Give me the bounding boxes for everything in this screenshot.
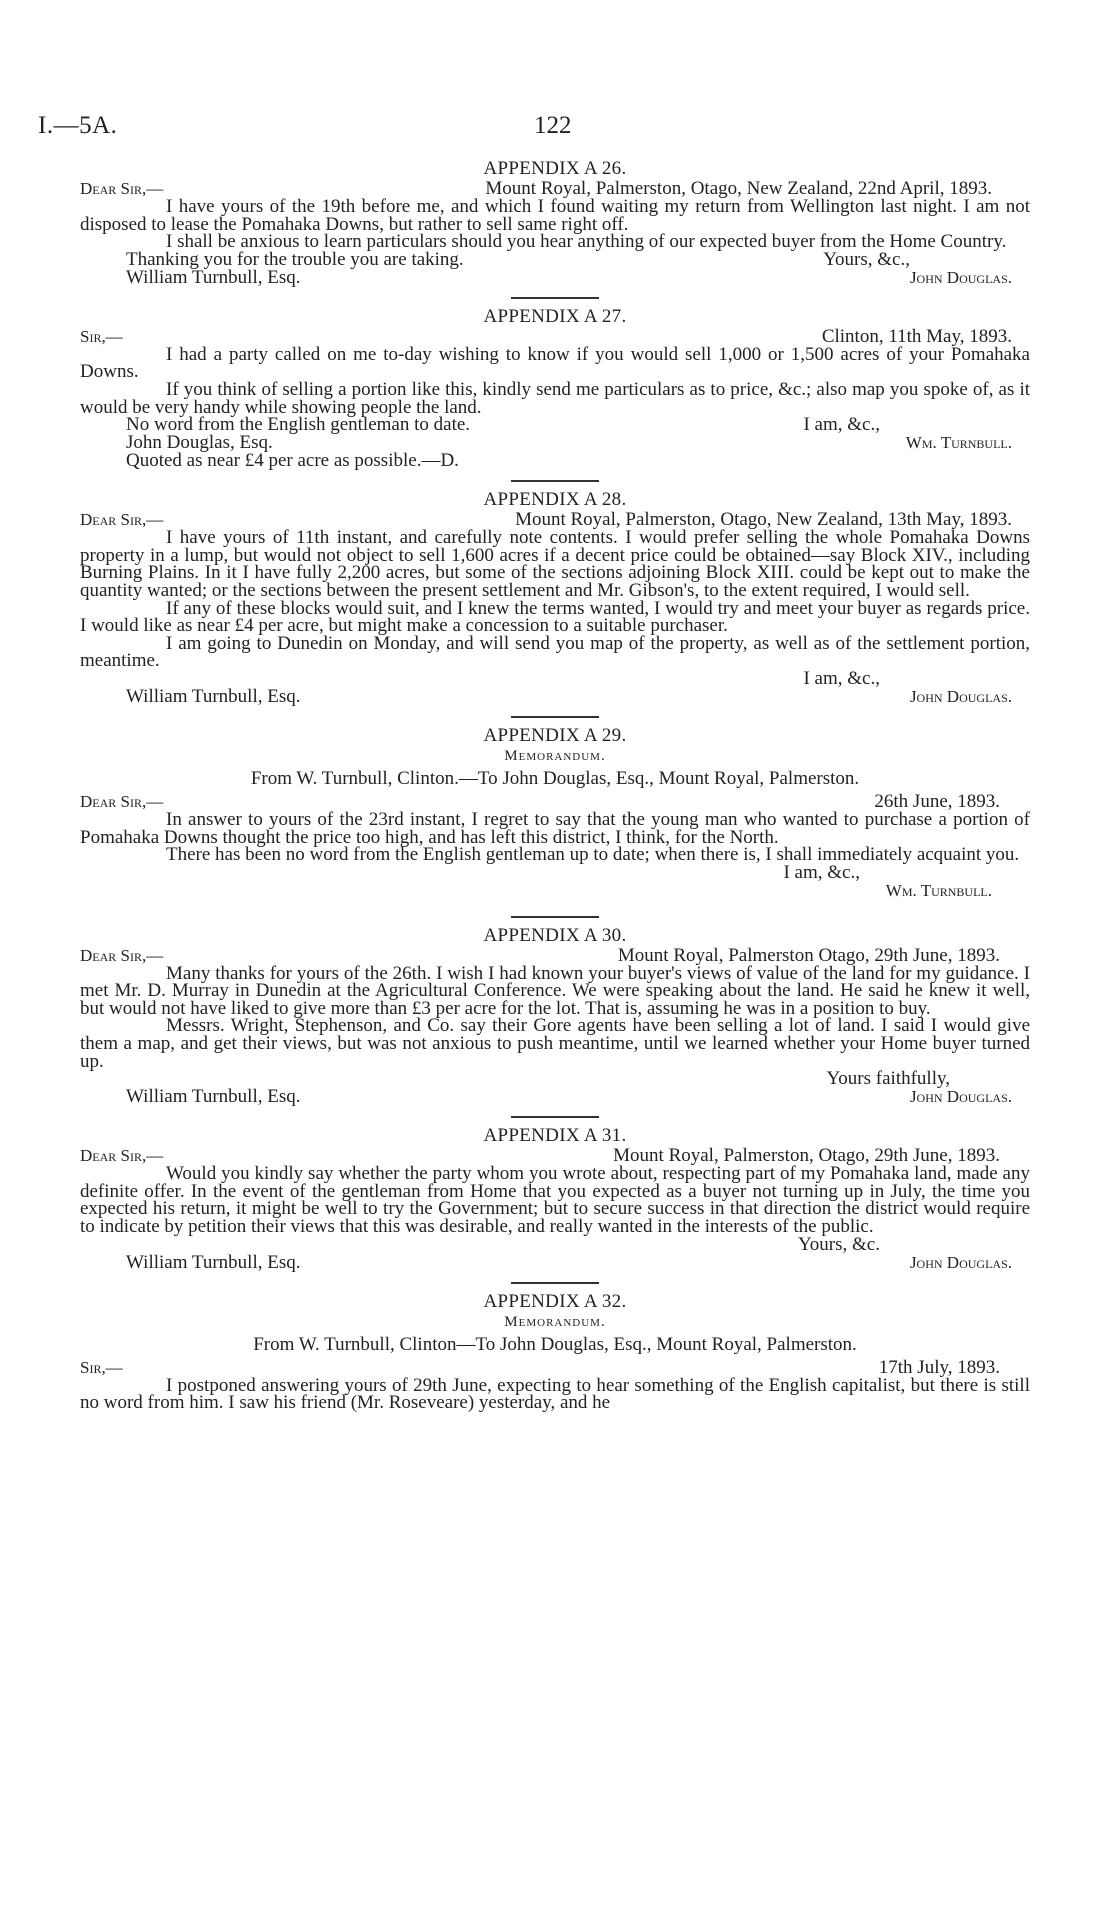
paragraph: I have yours of 11th instant, and carefully note contents. I would prefer selling the whole Pomahaka Downs property in a lump, but would not object to sell 1,600 acres if a decent price could be obtained—say Block XIV., including Burning Plains. In it I have fully 2,200 acres, but some of the sections adjoining Block XIII. could be kept out to make the quantity wanted; or the sections between the present settlement and Mr. Gibson's, to the extent required, I would sell. <box>80 527 1030 601</box>
appendix-title: APPENDIX A 31. <box>483 1125 627 1147</box>
appendix-title: APPENDIX A 28. <box>483 489 627 511</box>
appendix-a28 <box>80 490 1030 706</box>
addressee: William Turnbull, Esq. <box>126 1086 301 1108</box>
place-date: Clinton, 11th May, 1893. <box>821 325 1012 347</box>
appendix-a31 <box>80 1126 1030 1271</box>
salutation: Dear Sir,— <box>80 945 164 965</box>
signature: John Douglas. <box>909 267 1012 287</box>
closing-text: No word from the English gentleman to date. <box>126 414 471 436</box>
appendix-a29 <box>80 726 1030 900</box>
document-body <box>80 158 1030 1412</box>
divider-rule <box>511 716 599 718</box>
closing: I am, &c., <box>803 414 880 436</box>
closing: I am, &c., <box>783 861 860 883</box>
page-number: 122 <box>534 112 572 139</box>
paragraph: I have yours of the 19th before me, and which I found waiting my return from Wellington last night. I am not disposed to lease the Pomahaka Downs, but rather to sell same right off. <box>80 196 1030 235</box>
letter-head <box>80 1356 1030 1378</box>
appendix-title: APPENDIX A 29. <box>483 724 627 746</box>
appendix-a27 <box>80 307 1030 470</box>
divider-rule <box>511 1116 599 1118</box>
divider-rule <box>511 916 599 918</box>
paragraph: Messrs. Wright, Stephenson, and Co. say their Gore agents have been selling a lot of land. I said I would give them a map, and get their views, but was not anxious to push meantime, until we learned whether your Home buyer turned up. <box>80 1015 1030 1072</box>
signature: John Douglas. <box>909 1252 1012 1272</box>
memorandum-label: Memorandum. <box>504 747 606 764</box>
paragraph: If any of these blocks would suit, and I knew the terms wanted, I would try and meet your buyer as regards price. I would like as near £4 per acre, but might make a concession to a suitable purchaser. <box>80 597 1030 637</box>
closing-text: Thanking you for the trouble you are taking. <box>126 248 464 270</box>
salutation: Dear Sir,— <box>80 179 164 198</box>
paragraph: I am going to Dunedin on Monday, and will send you map of the property, as well as of the settlement portion, meantime. <box>80 632 1030 672</box>
closing: Yours faithfully, <box>826 1068 950 1090</box>
from-line: From W. Turnbull, Clinton.—To John Douglas, Esq., Mount Royal, Palmerston. <box>250 767 860 789</box>
salutation: Sir,— <box>80 326 123 346</box>
paragraph: If you think of selling a portion like this, kindly send me particulars as to price, &c.; also map you spoke of, as it would be very handy while showing people the land. <box>80 378 1030 418</box>
document-reference: I.—5A. <box>38 112 118 139</box>
signature-row <box>80 685 1030 707</box>
divider-rule <box>511 297 599 299</box>
closing-row <box>80 1233 1030 1255</box>
addressee: William Turnbull, Esq. <box>126 685 301 707</box>
divider-rule <box>511 1282 599 1284</box>
place-date: 26th June, 1893. <box>874 790 1000 812</box>
place-date: Mount Royal, Palmerston Otago, 29th June, 1893. <box>617 944 1000 966</box>
appendix-title: APPENDIX A 32. <box>483 1290 627 1312</box>
closing: Yours, &c., <box>823 248 910 270</box>
paragraph: Many thanks for yours of the 26th. I wish I had known your buyer's views of value of the land for my guidance. I met Mr. D. Murray in Dunedin at the Agricultural Conference. We were speaking about the land. He said he knew it well, but would not have liked to give more than £3 per acre for the lot. That is, assuming he was in a position to buy. <box>80 962 1030 1019</box>
paragraph: I shall be anxious to learn particulars should you hear anything of our expected buyer from the Home Country. <box>166 231 1007 253</box>
paragraph: I had a party called on me to-day wishing to know if you would sell 1,000 or 1,500 acres of your Pomahaka Downs. <box>80 343 1030 383</box>
salutation: Dear Sir,— <box>80 1146 164 1166</box>
appendix-title: APPENDIX A 30. <box>483 924 627 946</box>
from-line: From W. Turnbull, Clinton—To John Douglas, Esq., Mount Royal, Palmerston. <box>253 1333 857 1355</box>
postscript: Quoted as near £4 per acre as possible.—D. <box>126 450 459 472</box>
appendix-title: APPENDIX A 26. <box>483 158 627 179</box>
addressee: William Turnbull, Esq. <box>126 1251 301 1273</box>
signature: Wm. Turnbull. <box>885 880 992 900</box>
appendix-title: APPENDIX A 27. <box>483 305 627 327</box>
paragraph: I postponed answering yours of 29th June, expecting to hear something of the English capitalist, but there is still no word from him. I saw his friend (Mr. Roseveare) yesterday, and he <box>80 1374 1030 1414</box>
appendix-a26 <box>80 159 1030 287</box>
salutation: Sir,— <box>80 1357 123 1377</box>
place-date: Mount Royal, Palmerston, Otago, New Zealand, 13th May, 1893. <box>515 509 1012 531</box>
place-date: Mount Royal, Palmerston, Otago, New Zealand, 22nd April, 1893. <box>485 178 992 199</box>
divider-rule <box>511 480 599 482</box>
signature: Wm. Turnbull. <box>905 433 1012 453</box>
signature: John Douglas. <box>909 686 1012 706</box>
signature: John Douglas. <box>909 1087 1012 1107</box>
closing: I am, &c., <box>803 667 880 689</box>
signature-row <box>80 1251 1030 1273</box>
place-date: Mount Royal, Palmerston, Otago, 29th June, 1893. <box>613 1145 1000 1167</box>
memorandum-label: Memorandum. <box>504 1313 606 1330</box>
appendix-a32 <box>80 1292 1030 1412</box>
closing: Yours, &c. <box>797 1233 880 1255</box>
closing-row <box>80 861 1030 883</box>
signature-row <box>80 266 1030 288</box>
appendix-a30 <box>80 926 1030 1107</box>
paragraph: In answer to yours of the 23rd instant, I regret to say that the young man who wanted to purchase a portion of Pomahaka Downs thought the price too high, and has left this district, I think, for the North. <box>80 808 1030 848</box>
salutation: Dear Sir,— <box>80 791 164 811</box>
paragraph: Would you kindly say whether the party whom you wrote about, respecting part of my Pomahaka land, made any definite offer. In the event of the gentleman from Home that you expected as a buyer not turning up in July, the time you expected his return, it might be well to try the Government; but to secure success in that direction the district would require to indicate by petition their views that this was desirable, and really wanted in the interests of the public. <box>80 1163 1030 1238</box>
salutation: Dear Sir,— <box>80 510 164 530</box>
addressee: William Turnbull, Esq. <box>126 266 301 288</box>
place-date: 17th July, 1893. <box>878 1356 1000 1378</box>
letter-head <box>80 944 1030 966</box>
addressee: John Douglas, Esq. <box>126 432 273 454</box>
signature-row <box>80 1088 1030 1106</box>
signature-row <box>80 882 1030 900</box>
paragraph: There has been no word from the English gentleman up to date; when there is, I shall immediately acquaint you. <box>166 844 1020 866</box>
